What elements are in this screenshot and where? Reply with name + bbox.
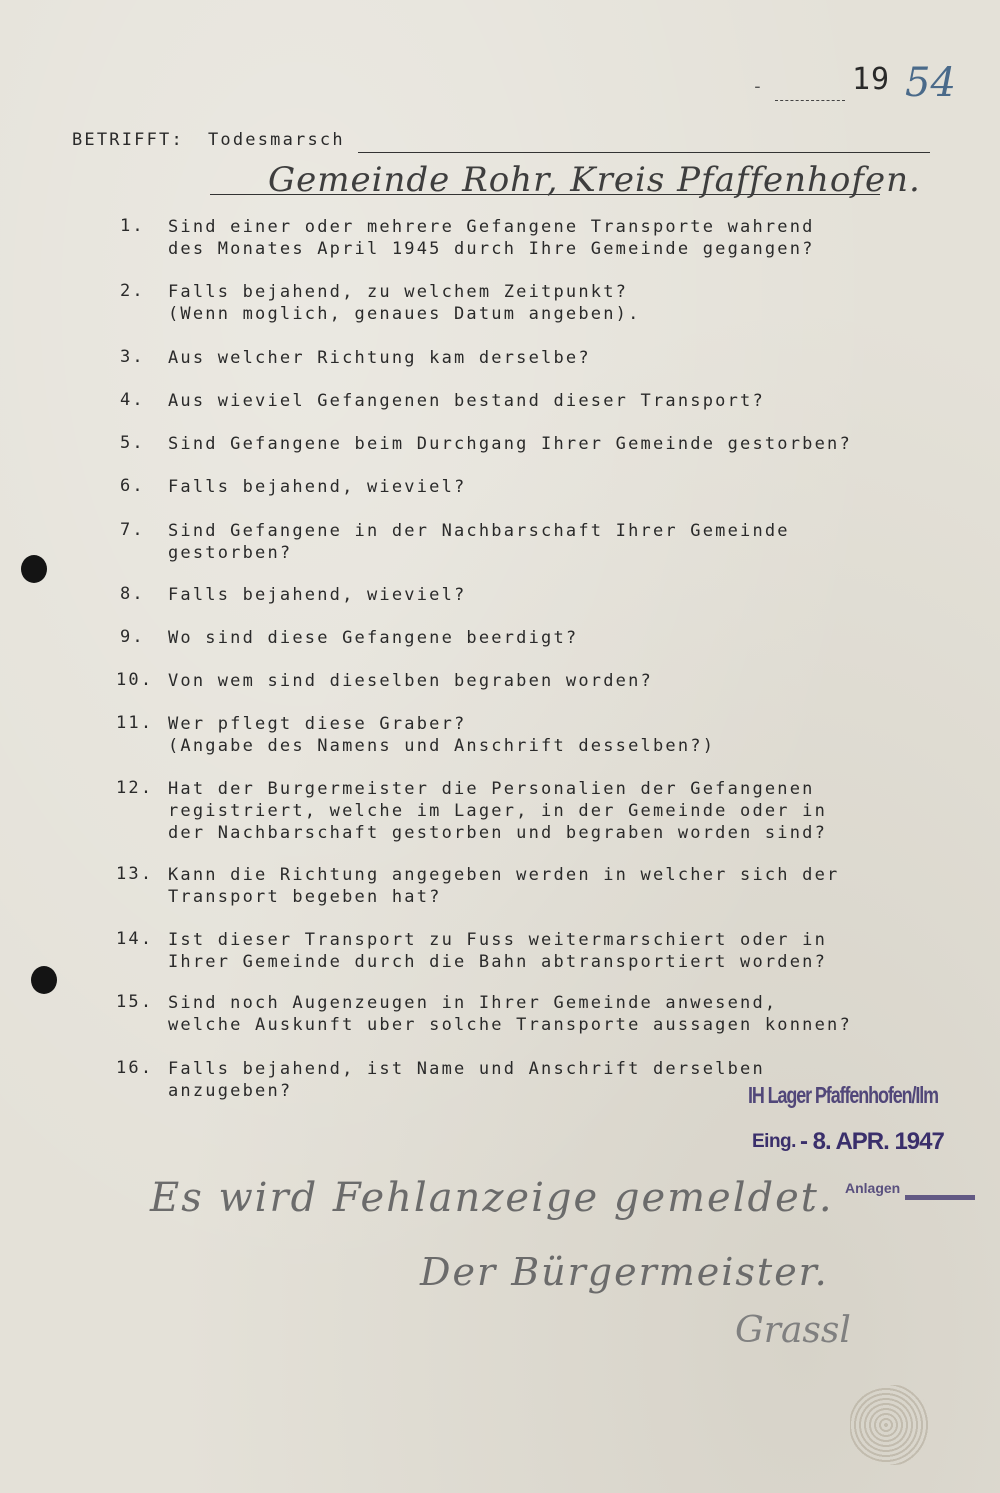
question-text-line: Hat der Burgermeister die Personalien der Gefangenen xyxy=(168,779,815,799)
stamp-received-date: - 8. APR. 1947 xyxy=(800,1128,944,1155)
answer-statement: Es wird Fehlanzeige gemeldet. xyxy=(150,1175,834,1221)
question-text-line: des Monates April 1945 durch Ihre Gemeinde gegangen? xyxy=(168,239,815,259)
year-dash: - xyxy=(752,76,766,97)
year-underline xyxy=(775,100,845,101)
year-prefix: 19 xyxy=(852,62,891,97)
year-suffix: 54 xyxy=(905,60,956,106)
question-text-line: Falls bejahend, ist Name und Anschrift derselben xyxy=(168,1059,765,1079)
question-text-line: Falls bejahend, wieviel? xyxy=(168,585,467,605)
question-text-line: registriert, welche im Lager, in der Gemeinde oder in xyxy=(168,801,828,821)
question-number: 11. xyxy=(116,713,154,733)
question-number: 5. xyxy=(120,433,145,453)
question-text-line: Von wem sind dieselben begraben worden? xyxy=(168,671,653,691)
question-number: 13. xyxy=(116,864,154,884)
question-text-line: Aus wieviel Gefangenen bestand dieser Transport? xyxy=(168,391,765,411)
question-text-line: Sind noch Augenzeugen in Ihrer Gemeinde anwesend, xyxy=(168,993,778,1013)
question-text-line: welche Auskunft uber solche Transporte aussagen konnen? xyxy=(168,1015,852,1035)
question-number: 4. xyxy=(120,390,145,410)
question-number: 7. xyxy=(120,520,145,540)
stamp-attachments-line xyxy=(905,1195,975,1200)
question-text-line: Aus welcher Richtung kam derselbe? xyxy=(168,348,591,368)
question-text-line: Falls bejahend, wieviel? xyxy=(168,477,467,497)
question-text-line: anzugeben? xyxy=(168,1081,293,1101)
question-number: 9. xyxy=(120,627,145,647)
question-text-line: Wer pflegt diese Graber? xyxy=(168,714,467,734)
stamp-attachments-label: Anlagen xyxy=(845,1180,901,1196)
subject-label: BETRIFFT: xyxy=(72,130,184,150)
question-text-line: (Wenn moglich, genaues Datum angeben). xyxy=(168,304,641,324)
subject-underline xyxy=(358,152,930,153)
question-number: 14. xyxy=(116,929,154,949)
question-text-line: (Angabe des Namens und Anschrift desselben?) xyxy=(168,736,716,756)
stamp-office: IH Lager Pfaffenhofen/Ilm xyxy=(748,1082,939,1108)
signer-title: Der Bürgermeister. xyxy=(420,1250,829,1294)
question-number: 1. xyxy=(120,216,145,236)
question-number: 6. xyxy=(120,476,145,496)
question-text-line: Sind einer oder mehrere Gefangene Transporte wahrend xyxy=(168,217,815,237)
fingerprint-smudge xyxy=(850,1385,930,1465)
stamp-received-label: Eing. xyxy=(752,1131,796,1152)
signature: Grassl xyxy=(735,1310,851,1351)
question-number: 3. xyxy=(120,347,145,367)
question-number: 10. xyxy=(116,670,154,690)
question-text-line: Sind Gefangene beim Durchgang Ihrer Gemeinde gestorben? xyxy=(168,434,852,454)
question-number: 16. xyxy=(116,1058,154,1078)
question-text-line: Falls bejahend, zu welchem Zeitpunkt? xyxy=(168,282,629,302)
question-number: 12. xyxy=(116,778,154,798)
punch-hole-top xyxy=(21,555,47,583)
question-text-line: Transport begeben hat? xyxy=(168,887,442,907)
municipality-handwritten: Gemeinde Rohr, Kreis Pfaffenhofen. xyxy=(268,160,921,200)
question-text-line: Ist dieser Transport zu Fuss weitermarschiert oder in xyxy=(168,930,828,950)
question-text-line: der Nachbarschaft gestorben und begraben worden sind? xyxy=(168,823,828,843)
question-number: 8. xyxy=(120,584,145,604)
question-text-line: Sind Gefangene in der Nachbarschaft Ihrer Gemeinde xyxy=(168,521,790,541)
question-number: 15. xyxy=(116,992,154,1012)
subject-value: Todesmarsch xyxy=(208,130,345,150)
question-number: 2. xyxy=(120,281,145,301)
question-text-line: Kann die Richtung angegeben werden in welcher sich der xyxy=(168,865,840,885)
question-text-line: Wo sind diese Gefangene beerdigt? xyxy=(168,628,579,648)
question-text-line: gestorben? xyxy=(168,543,293,563)
punch-hole-bottom xyxy=(31,966,57,994)
question-text-line: Ihrer Gemeinde durch die Bahn abtransportiert worden? xyxy=(168,952,828,972)
